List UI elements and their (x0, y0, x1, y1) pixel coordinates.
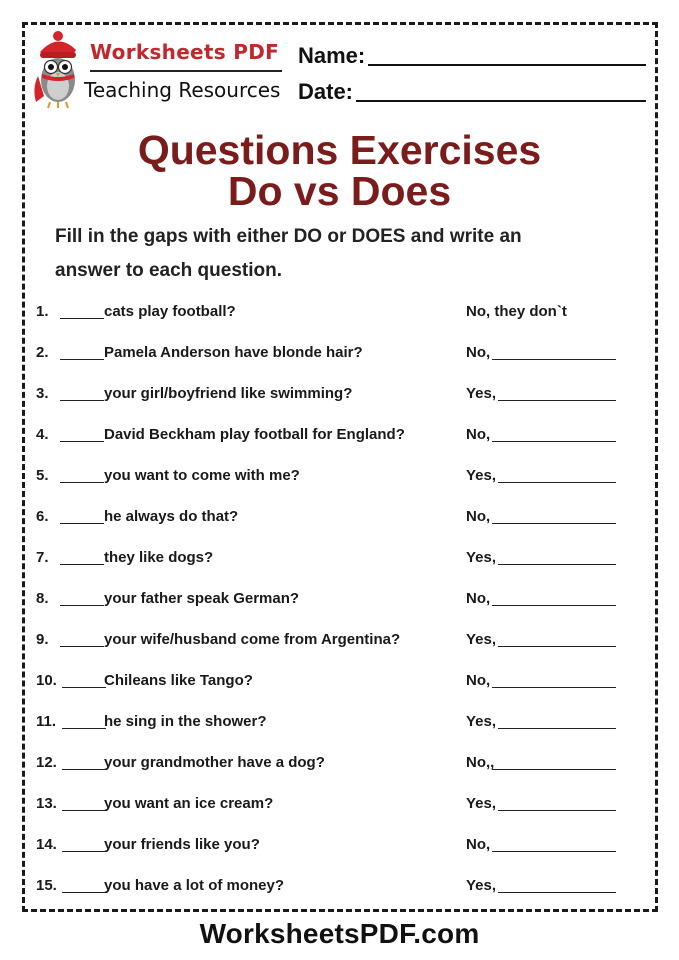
owl-logo-icon (28, 30, 88, 112)
answer-prefix: No,, (466, 754, 495, 771)
question-number: 10. (36, 672, 57, 689)
answer-prefix: No, they don`t (466, 303, 567, 320)
answer-prefix: Yes, (466, 631, 497, 648)
name-field[interactable] (368, 64, 646, 66)
do-does-gap[interactable] (62, 851, 106, 852)
answer-prefix: Yes, (466, 549, 497, 566)
question-text: your girl/boyfriend like swimming? (104, 385, 353, 402)
do-does-gap[interactable] (60, 400, 104, 401)
question-text: you want an ice cream? (104, 795, 274, 812)
do-does-gap[interactable] (62, 769, 106, 770)
do-does-gap[interactable] (60, 564, 104, 565)
question-row (36, 795, 636, 819)
worksheet-title: Questions Exercises (137, 127, 542, 173)
question-text: Pamela Anderson have blonde hair? (104, 344, 363, 361)
name-label: Name: (298, 43, 366, 68)
question-number: 1. (36, 303, 49, 320)
question-text: your father speak German? (104, 590, 300, 607)
answer-prefix: No, (466, 672, 491, 689)
worksheet-subtitle: Do vs Does (227, 168, 452, 214)
question-row (36, 467, 636, 491)
question-text: you have a lot of money? (104, 877, 285, 894)
do-does-gap[interactable] (60, 605, 104, 606)
question-number: 13. (36, 795, 57, 812)
question-number: 14. (36, 836, 57, 853)
do-does-gap[interactable] (60, 318, 104, 319)
answer-blank[interactable] (498, 564, 616, 565)
do-does-gap[interactable] (62, 810, 106, 811)
question-text: he sing in the shower? (104, 713, 267, 730)
question-text: cats play football? (104, 303, 236, 320)
do-does-gap[interactable] (62, 892, 106, 893)
answer-prefix: Yes, (466, 795, 497, 812)
question-text: Chileans like Tango? (104, 672, 253, 689)
question-number: 11. (36, 713, 57, 730)
answer-blank[interactable] (492, 359, 616, 360)
question-number: 3. (36, 385, 49, 402)
answer-prefix: No, (466, 508, 491, 525)
answer-prefix: No, (466, 426, 491, 443)
question-number: 7. (36, 549, 49, 566)
question-row (36, 549, 636, 573)
date-label: Date: (298, 79, 354, 104)
question-number: 9. (36, 631, 49, 648)
question-row (36, 877, 636, 901)
answer-blank[interactable] (498, 728, 616, 729)
question-number: 4. (36, 426, 49, 443)
question-text: David Beckham play football for England? (104, 426, 405, 443)
question-row (36, 303, 636, 327)
do-does-gap[interactable] (60, 359, 104, 360)
question-text: your grandmother have a dog? (104, 754, 325, 771)
question-row (36, 426, 636, 450)
question-row (36, 590, 636, 614)
question-number: 8. (36, 590, 49, 607)
question-row (36, 754, 636, 778)
brand-subtitle: Teaching Resources (84, 78, 281, 102)
do-does-gap[interactable] (60, 523, 104, 524)
answer-blank[interactable] (492, 523, 616, 524)
instructions-line-2: answer to each question. (55, 260, 282, 281)
question-text: you want to come with me? (104, 467, 300, 484)
answer-blank[interactable] (492, 441, 616, 442)
question-text: he always do that? (104, 508, 239, 525)
answer-blank[interactable] (492, 687, 616, 688)
question-row (36, 672, 636, 696)
question-number: 2. (36, 344, 49, 361)
do-does-gap[interactable] (60, 646, 104, 647)
question-number: 6. (36, 508, 49, 525)
answer-blank[interactable] (498, 400, 616, 401)
answer-prefix: Yes, (466, 385, 497, 402)
answer-blank[interactable] (492, 605, 616, 606)
answer-prefix: Yes, (466, 467, 497, 484)
answer-blank[interactable] (498, 482, 616, 483)
answer-blank[interactable] (498, 810, 616, 811)
answer-blank[interactable] (498, 892, 616, 893)
question-row (36, 508, 636, 532)
answer-blank[interactable] (492, 769, 616, 770)
answer-blank[interactable] (498, 646, 616, 647)
answer-prefix: No, (466, 590, 491, 607)
question-number: 12. (36, 754, 57, 771)
question-row (36, 385, 636, 409)
brand-underline (90, 70, 282, 72)
question-text: your friends like you? (104, 836, 260, 853)
footer-website: WorksheetsPDF.com (199, 918, 480, 949)
do-does-gap[interactable] (62, 687, 106, 688)
do-does-gap[interactable] (60, 441, 104, 442)
do-does-gap[interactable] (60, 482, 104, 483)
question-row (36, 631, 636, 655)
answer-prefix: No, (466, 344, 491, 361)
date-field[interactable] (356, 100, 646, 102)
brand-name: Worksheets PDF (90, 40, 280, 64)
question-number: 5. (36, 467, 49, 484)
question-row (36, 836, 636, 860)
question-row (36, 713, 636, 737)
do-does-gap[interactable] (62, 728, 106, 729)
answer-blank[interactable] (492, 851, 616, 852)
answer-prefix: Yes, (466, 877, 497, 894)
instructions-line-1: Fill in the gaps with either DO or DOES and write an (55, 226, 522, 247)
question-number: 15. (36, 877, 57, 894)
question-row (36, 344, 636, 368)
question-text: your wife/husband come from Argentina? (104, 631, 401, 648)
answer-prefix: No, (466, 836, 491, 853)
question-text: they like dogs? (104, 549, 214, 566)
answer-prefix: Yes, (466, 713, 497, 730)
